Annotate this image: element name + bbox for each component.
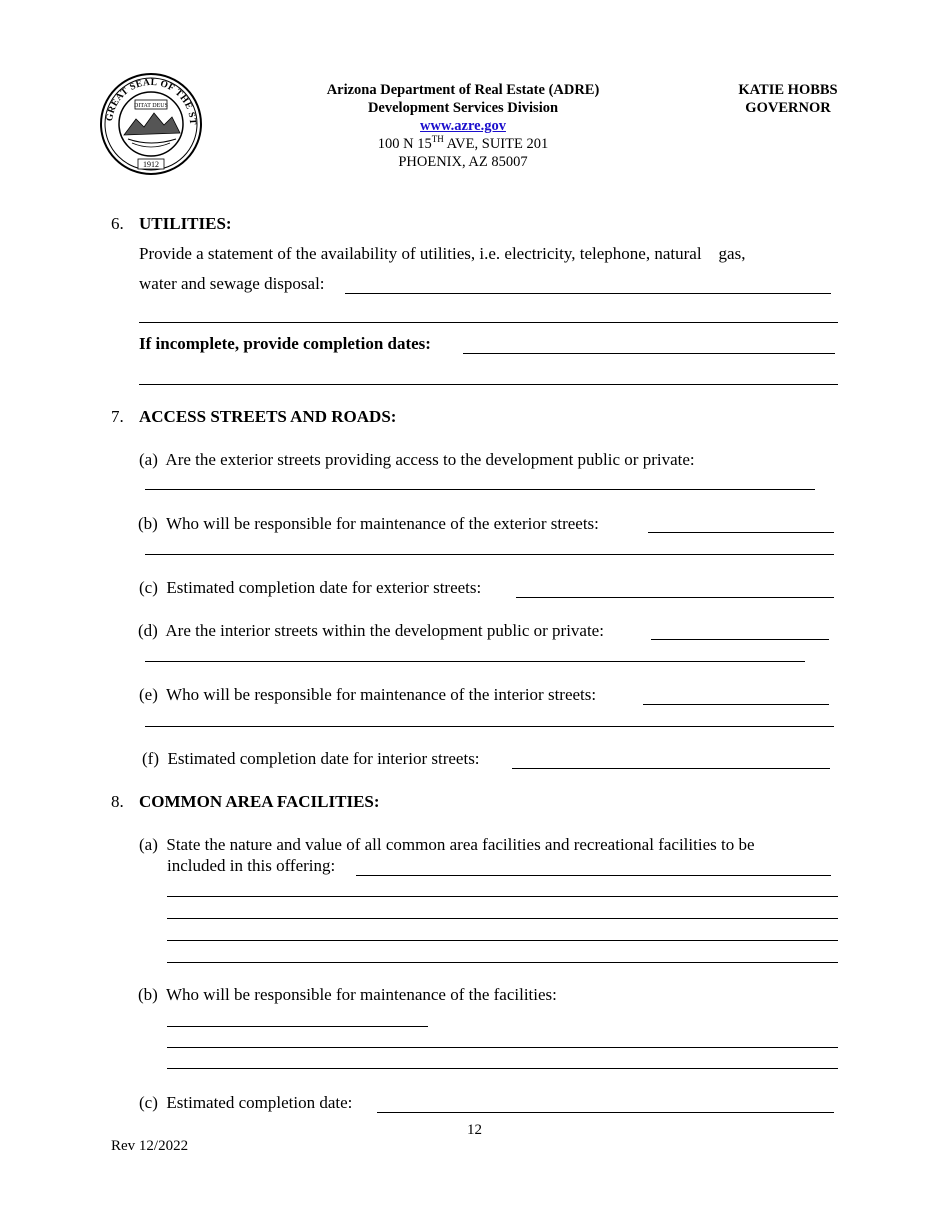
section-7-title: ACCESS STREETS AND ROADS:: [139, 407, 397, 426]
section-8-title: COMMON AREA FACILITIES:: [139, 792, 380, 811]
facilities-maintenance-line[interactable]: [167, 1047, 838, 1048]
revision-label: Rev 12/2022: [111, 1138, 189, 1154]
agency-name: Arizona Department of Real Estate (ADRE): [326, 82, 600, 98]
section-6-number: 6.: [111, 214, 124, 233]
section-6-title: UTILITIES:: [139, 214, 232, 233]
exterior-streets-public-private-line[interactable]: [145, 489, 815, 490]
facilities-maintenance-line[interactable]: [167, 1068, 838, 1069]
exterior-completion-line[interactable]: [516, 597, 834, 598]
interior-streets-public-private-label: (d) Are the interior streets within the development public or private:: [138, 621, 604, 640]
facilities-maintenance-label: (b) Who will be responsible for maintenance of the facilities:: [138, 985, 557, 1004]
page-number: 12: [467, 1122, 482, 1138]
incomplete-dates-line[interactable]: [139, 384, 838, 385]
interior-maintenance-line[interactable]: [643, 704, 829, 705]
exterior-streets-public-private-label: (a) Are the exterior streets providing access to the development public or private:: [139, 450, 695, 469]
exterior-maintenance-line[interactable]: [145, 554, 834, 555]
facilities-completion-label: (c) Estimated completion date:: [139, 1093, 353, 1112]
interior-streets-public-private-line[interactable]: [651, 639, 829, 640]
interior-streets-public-private-line[interactable]: [145, 661, 805, 662]
exterior-maintenance-line[interactable]: [648, 532, 834, 533]
exterior-completion-label: (c) Estimated completion date for exterior streets:: [139, 578, 482, 597]
facilities-nature-label-line1: (a) State the nature and value of all common area facilities and recreational facilities to be: [139, 835, 755, 854]
incomplete-dates-line[interactable]: [463, 353, 835, 354]
interior-completion-label: (f) Estimated completion date for interior streets:: [142, 749, 480, 768]
section-7-number: 7.: [111, 407, 124, 426]
svg-text:DITAT DEUS: DITAT DEUS: [134, 103, 168, 109]
svg-text:GREAT SEAL OF THE STATE OF ARI: GREAT SEAL OF THE ST: [104, 77, 198, 125]
facilities-nature-line[interactable]: [167, 962, 838, 963]
facilities-nature-line[interactable]: [167, 918, 838, 919]
facilities-nature-line[interactable]: [167, 896, 838, 897]
website-link[interactable]: www.azre.gov: [420, 118, 506, 134]
interior-maintenance-line[interactable]: [145, 726, 834, 727]
interior-completion-line[interactable]: [512, 768, 830, 769]
utilities-answer-line[interactable]: [139, 322, 838, 323]
utilities-answer-line[interactable]: [345, 293, 831, 294]
agency-city: PHOENIX, AZ 85007: [398, 154, 528, 170]
governor-title: GOVERNOR: [745, 100, 831, 116]
incomplete-dates-label: If incomplete, provide completion dates:: [139, 334, 431, 353]
utilities-prompt-line1: Provide a statement of the availability of utilities, i.e. electricity, telephone, natural gas,: [139, 244, 746, 263]
state-seal-logo: [98, 73, 204, 175]
division-name: Development Services Division: [367, 100, 559, 116]
facilities-maintenance-line[interactable]: [167, 1026, 428, 1027]
governor-block: [718, 81, 858, 117]
facilities-nature-line[interactable]: [167, 940, 838, 941]
agency-header: [290, 81, 636, 171]
facilities-nature-line[interactable]: [356, 875, 831, 876]
svg-text:1912: 1912: [143, 160, 159, 169]
facilities-nature-label-line2: included in this offering:: [167, 856, 336, 875]
facilities-completion-line[interactable]: [377, 1112, 834, 1113]
section-8-number: 8.: [111, 792, 124, 811]
utilities-prompt-line2: water and sewage disposal:: [139, 274, 325, 293]
exterior-maintenance-label: (b) Who will be responsible for maintenance of the exterior streets:: [138, 514, 599, 533]
interior-maintenance-label: (e) Who will be responsible for maintenance of the interior streets:: [139, 685, 597, 704]
agency-address: 100 N 15TH AVE, SUITE 201: [377, 134, 549, 152]
governor-name: KATIE HOBBS: [738, 82, 838, 98]
